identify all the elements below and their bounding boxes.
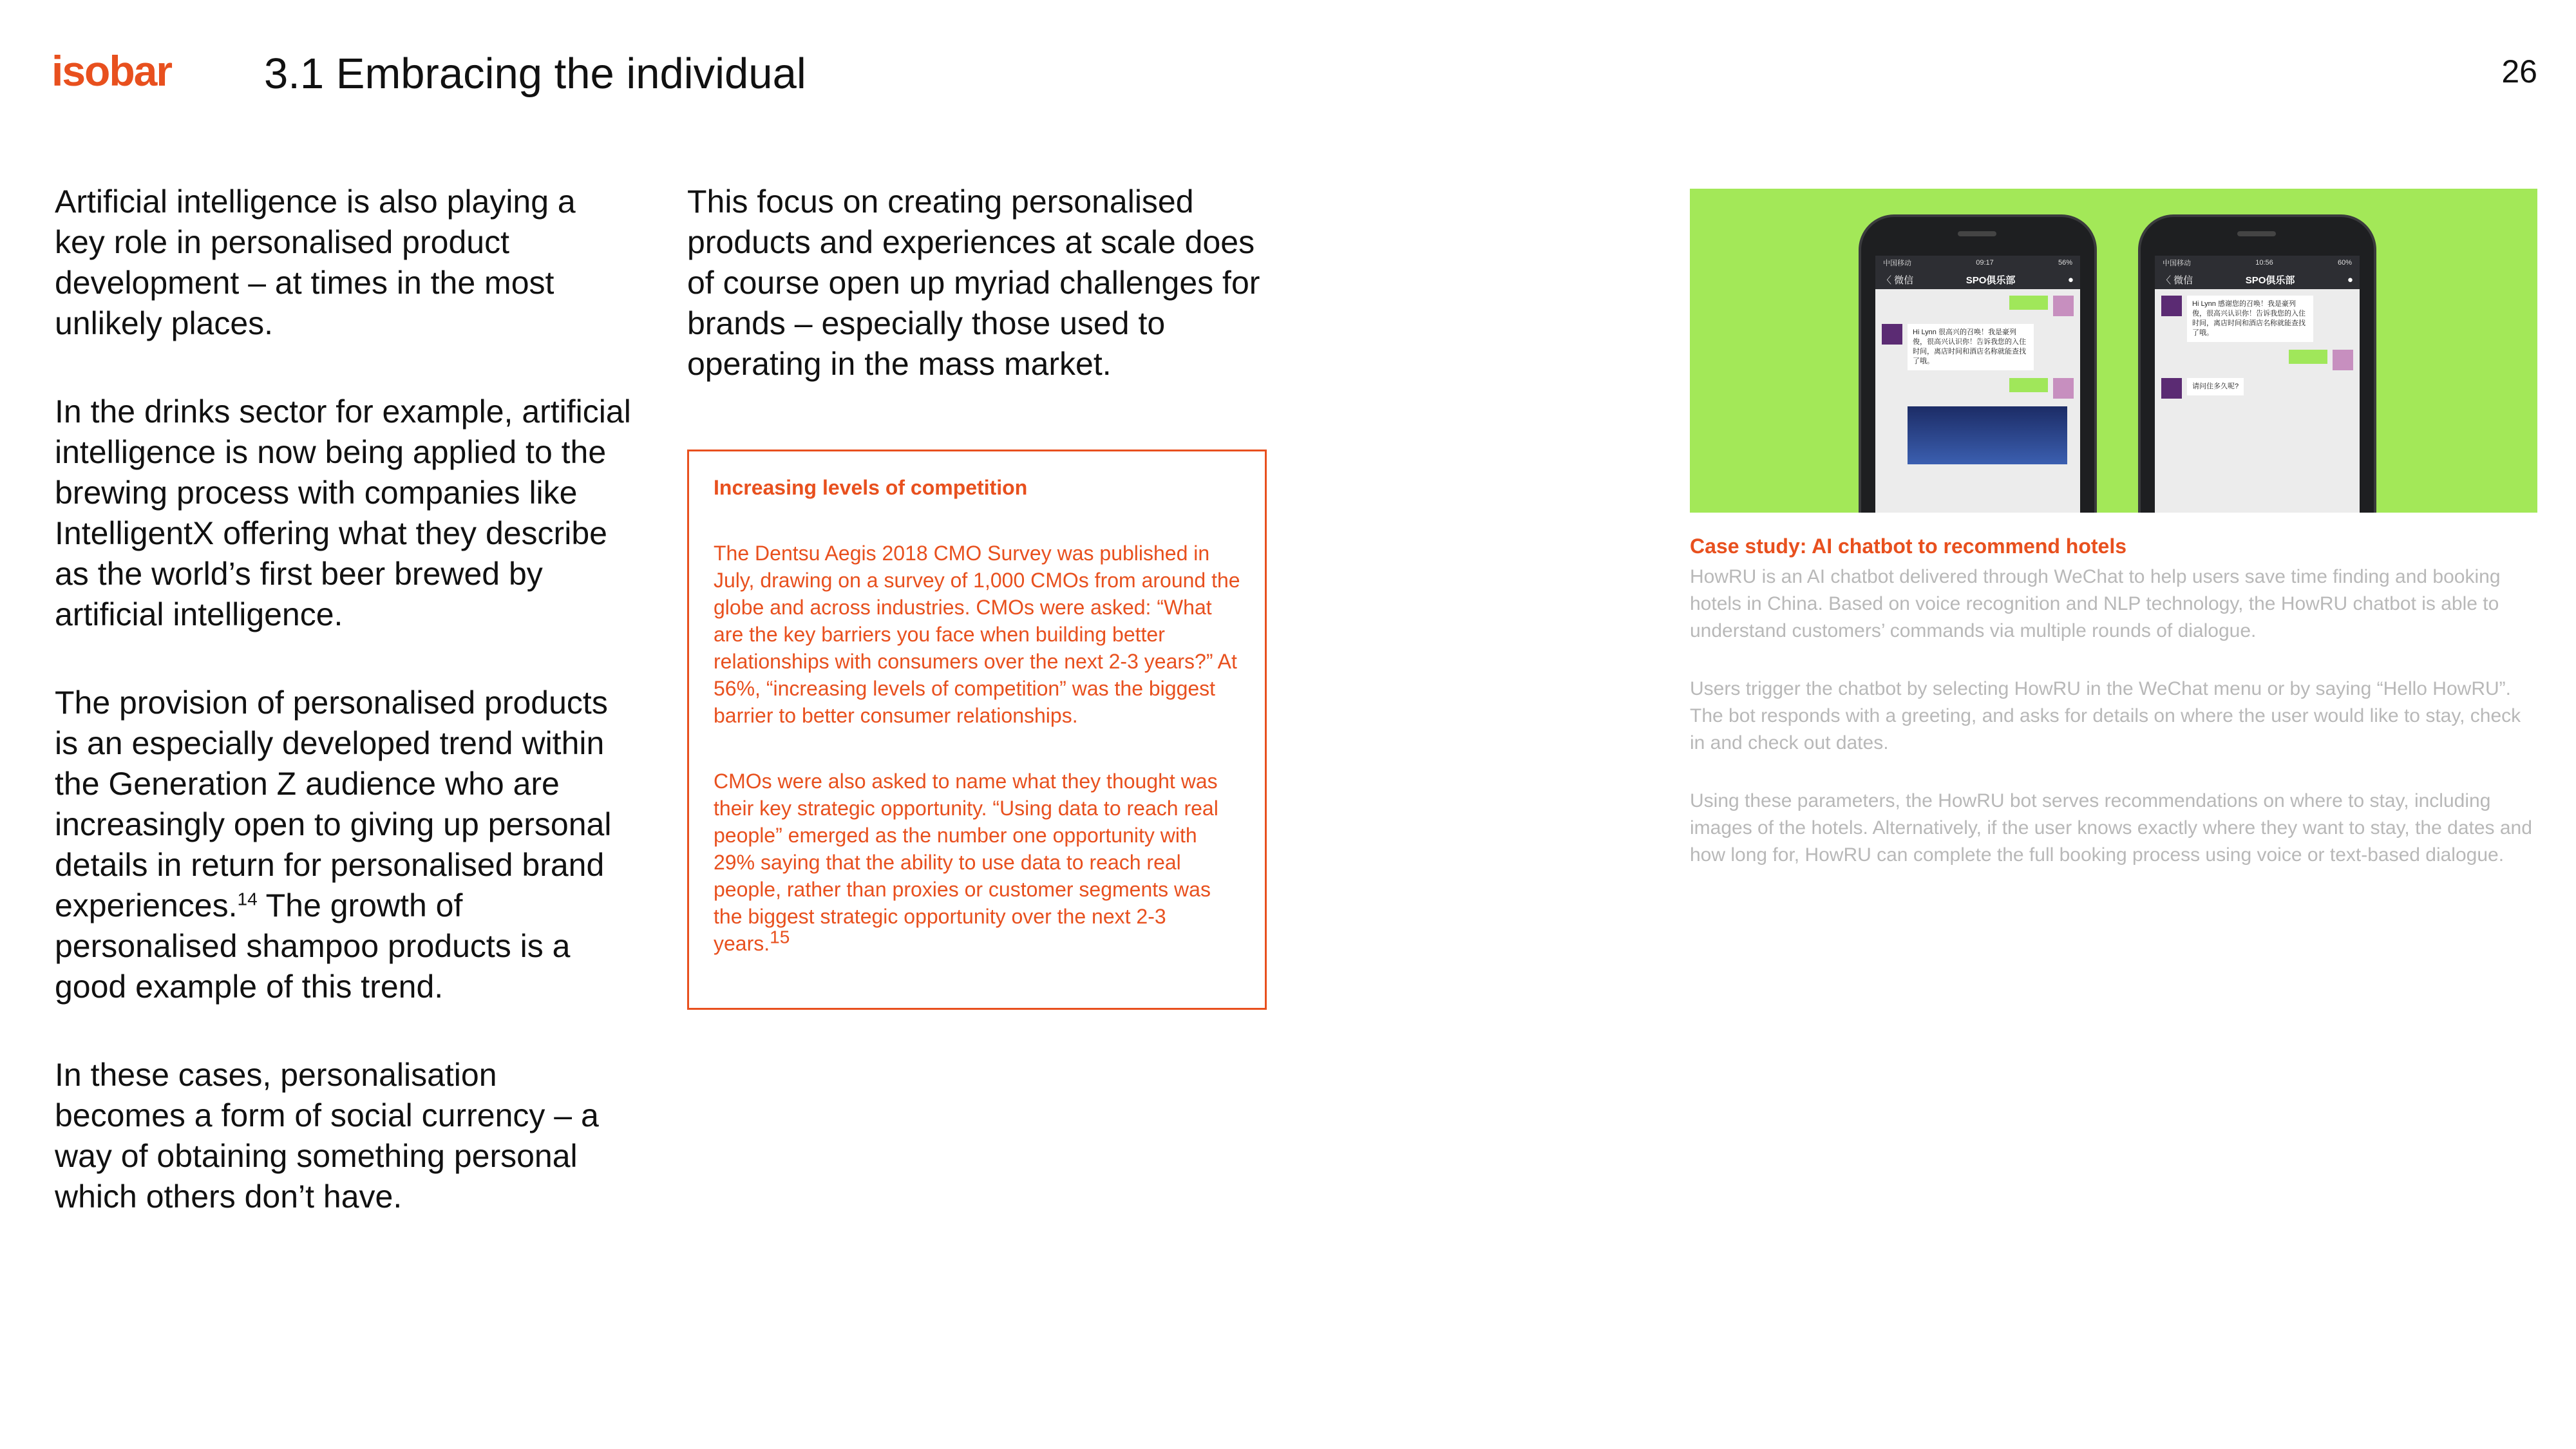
bot-avatar <box>2161 378 2182 399</box>
carrier-label: 中国移动 <box>2163 260 2191 267</box>
paragraph: In the drinks sector for example, artificial intelligence is now being applied to the brewing process with companies like IntelligentX offering what they describe as the world’s first beer brewed by artificial intelligence. <box>55 393 631 632</box>
chat-title: SPO俱乐部 <box>2245 274 2295 286</box>
bot-message <box>2161 296 2353 342</box>
phone-speaker <box>2237 231 2276 236</box>
voice-bubble <box>2009 296 2048 310</box>
time-label: 09:17 <box>1976 259 1994 267</box>
case-study-paragraph: Users trigger the chatbot by selecting HowRU in the WeChat menu or by saying “Hello HowRU”. The bot responds with a greeting, and asks for details on where the user would like to stay, check in and check out dates. <box>1690 678 2521 753</box>
callout-paragraph: The Dentsu Aegis 2018 CMO Survey was published in July, drawing on a survey of 1,000 CMOs from around the globe and across industries. CMOs were asked: “What are the key barriers you face when building better relationships with consumers over the next 2-3 years?” At 56%, “increasing levels of competition” was the biggest barrier to better consumer relationships. <box>714 542 1240 727</box>
paragraph-text: The growth of personalised shampoo products is a good example of this trend. <box>55 887 571 1005</box>
user-avatar <box>2053 378 2074 399</box>
phone-mockup <box>2138 214 2376 513</box>
competition-callout-box <box>687 450 1267 1010</box>
callout-text: CMOs were also asked to name what they thought was their key strategic opportunity. “Using data to reach real people” emerged as the number one opportunity with 29% saying that the ability to use data to reach real people, rather than proxies or customer segments was the biggest strategic opportunity over the next 2-3 years. <box>714 770 1218 955</box>
battery-label: 60% <box>2337 259 2352 267</box>
chat-messages <box>1875 289 2080 471</box>
bot-message <box>1882 324 2074 370</box>
wechat-chatbot-screenshot <box>1690 189 2537 513</box>
bot-bubble: 请问住多久呢? <box>2187 378 2244 395</box>
user-message <box>1882 296 2074 316</box>
carrier-label: 中国移动 <box>1883 260 1911 267</box>
phone-speaker <box>1958 231 1996 236</box>
back-button[interactable]: 〈 微信 <box>1882 274 1914 286</box>
paragraph-text: The provision of personalised products is an especially developed trend within the Generation Z audience who are increasingly open to giving up personal details in return for personalised brand experiences. <box>55 685 612 923</box>
user-avatar <box>2333 350 2353 370</box>
paragraph <box>55 683 634 1007</box>
chat-title: SPO俱乐部 <box>1965 274 2016 286</box>
case-study-paragraph: HowRU is an AI chatbot delivered through WeChat to help users save time finding and booking hotels in China. Based on voice recognition and NLP technology, the HowRU chatbot is able to understand customers’ commands via multiple rounds of dialogue. <box>1690 566 2501 641</box>
chat-header <box>1875 270 2080 289</box>
user-message <box>2161 350 2353 370</box>
bot-bubble: Hi Lynn 感谢您的召唤！我是豪列俊，很高兴认识你！告诉我您的入住时间，离店时间和酒店名称就能查找了哦。 <box>2187 296 2313 342</box>
profile-icon[interactable]: ● <box>2067 274 2074 285</box>
callout-heading: Increasing levels of competition <box>714 476 1028 499</box>
hotel-image <box>1908 406 2067 464</box>
user-avatar <box>2053 296 2074 316</box>
case-study-paragraph: Using these parameters, the HowRU bot serves recommendations on where to stay, including images of the hotels. Alternatively, if the user knows exactly where they want to stay, the dates and how long for, HowRU can complete the full booking process using voice or text-based dialogue. <box>1690 790 2532 866</box>
body-column-left <box>55 182 634 1265</box>
paragraph: In these cases, personalisation becomes a form of social currency – a way of obtaining something personal which others don’t have. <box>55 1057 599 1215</box>
bot-message <box>2161 378 2353 399</box>
time-label: 10:56 <box>2255 259 2273 267</box>
voice-bubble <box>2009 378 2048 392</box>
bot-avatar <box>1882 324 1902 345</box>
page-number: 26 <box>2501 53 2537 90</box>
user-message <box>1882 378 2074 399</box>
battery-label: 56% <box>2058 259 2072 267</box>
back-button[interactable]: 〈 微信 <box>2161 274 2193 286</box>
isobar-logo: isobar <box>52 47 172 95</box>
status-bar <box>1875 256 2080 270</box>
bot-bubble: Hi Lynn 很高兴的召唤！我是豪列俊，很高兴认识你！告诉我您的入住时间，离店时间和酒店名称就能查找了哦。 <box>1908 324 2034 370</box>
profile-icon[interactable]: ● <box>2347 274 2353 285</box>
chat-header <box>2155 270 2360 289</box>
phone-screen <box>1875 256 2080 513</box>
case-study-heading: Case study: AI chatbot to recommend hotels <box>1690 535 2127 558</box>
footnote-ref: 15 <box>770 927 790 947</box>
paragraph: Artificial intelligence is also playing a key role in personalised product development – at times in the most unlikely places. <box>55 184 576 341</box>
phone-mockup <box>1859 214 2097 513</box>
phone-screen <box>2155 256 2360 513</box>
status-bar <box>2155 256 2360 270</box>
body-column-middle <box>687 182 1280 384</box>
chat-messages <box>2155 289 2360 413</box>
footnote-ref: 14 <box>237 889 258 909</box>
paragraph: This focus on creating personalised products and experiences at scale does of course open up myriad challenges for brands – especially those used to operating in the mass market. <box>687 184 1260 382</box>
callout-paragraph <box>714 768 1240 957</box>
bot-avatar <box>2161 296 2182 316</box>
page-title: 3.1 Embracing the individual <box>264 50 806 98</box>
voice-bubble <box>2289 350 2327 364</box>
case-study <box>1690 535 2537 900</box>
